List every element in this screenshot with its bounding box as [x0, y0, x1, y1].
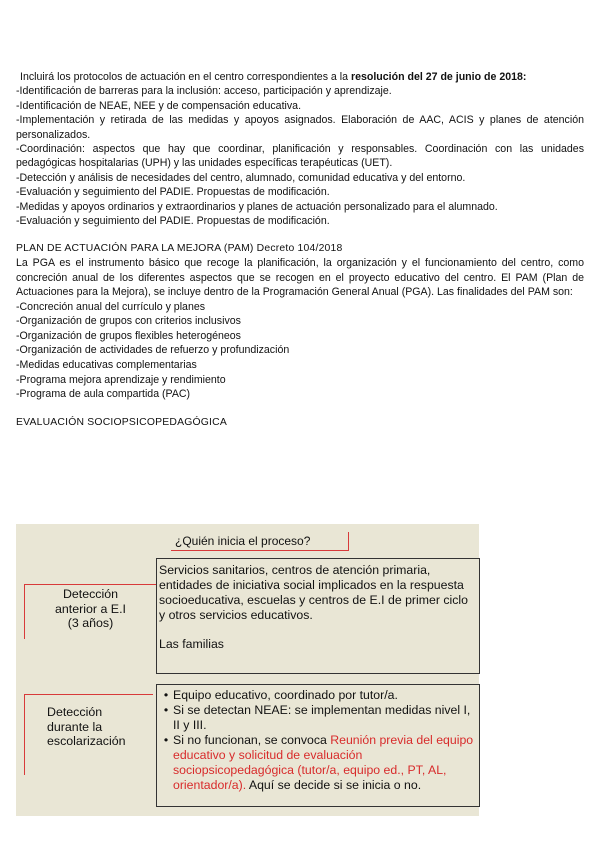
- label-during-school: [24, 694, 153, 775]
- pam-item-6: -Programa mejora aprendizaje y rendimiento: [16, 373, 226, 386]
- intro-item-6: -Evaluación y seguimiento del PADIE. Propuestas de modificación.: [16, 186, 330, 199]
- intro-item-1: -Identificación de barreras para la inclusión: acceso, participación y aprendizaje.: [16, 85, 392, 98]
- label-before-ei-line3: (3 años): [67, 616, 114, 630]
- bullet-3: [159, 733, 477, 793]
- bullet-dot-icon: •: [163, 703, 169, 717]
- bullet-dot-icon: •: [163, 733, 169, 747]
- content-families: Las familias: [159, 637, 224, 651]
- intro-paragraph: [16, 70, 584, 84]
- bullet-2-text: Si se detectan NEAE: se implementan medidas nivel I, II y III.: [173, 703, 471, 732]
- evaluacion-heading: EVALUACIÓN SOCIOPSICOPEDAGÓGICA: [16, 416, 227, 428]
- pam-heading: PLAN DE ACTUACIÓN PARA LA MEJORA (PAM) Decreto 104/2018: [16, 243, 343, 255]
- pam-item-2: -Organización de grupos con criterios inclusivos: [16, 315, 241, 328]
- bullet-dot-icon: •: [163, 688, 169, 702]
- intro-item-4: -Coordinación: aspectos que hay que coordinar, planificación y responsables. Coordinación con las unidades pedagógicas hospitalarias (UPH) y las unidades específicas terapéuticas (UET).: [16, 143, 584, 170]
- content-during-school: [156, 684, 480, 807]
- intro-item-5: -Detección y análisis de necesidades del centro, alumnado, comunidad educativa y del entorno.: [16, 171, 466, 184]
- pam-item-5: -Medidas educativas complementarias: [16, 359, 197, 372]
- pam-item-1: -Concreción anual del currículo y planes: [16, 300, 206, 313]
- intro-item-8: -Evaluación y seguimiento del PADIE. Propuestas de modificación.: [16, 215, 330, 228]
- question-text: ¿Quién inicia el proceso?: [175, 534, 311, 548]
- intro-bold-2: de 2018:: [484, 71, 527, 83]
- label-before-ei-line1: Detección: [62, 587, 119, 601]
- pam-item-7: -Programa de aula compartida (PAC): [16, 388, 191, 401]
- bullet-2: [159, 703, 477, 733]
- intro-prefix: Incluirá los protocolos de actuación en el centro correspondientes a la: [20, 71, 351, 83]
- bullet-3-start: Si no funcionan, se convoca: [173, 733, 331, 747]
- intro-bold-1: resolución del 27 de junio: [350, 71, 482, 83]
- pam-item-3: -Organización de grupos flexibles heterogéneos: [16, 329, 241, 342]
- content-before-ei: [156, 558, 480, 674]
- pam-item-4: -Organización de actividades de refuerzo y profundización: [16, 344, 290, 357]
- bullet-1-text: Equipo educativo, coordinado por tutor/a.: [173, 688, 398, 702]
- intro-item-2: -Identificación de NEAE, NEE y de compensación educativa.: [16, 99, 302, 112]
- label-during-line3: escolarización: [47, 734, 126, 748]
- process-figure: [16, 524, 479, 816]
- label-before-ei: [24, 584, 156, 639]
- bullet-1: [159, 688, 477, 703]
- bullet-3-end: Aquí se decide si se inicia o no.: [246, 778, 422, 792]
- bullet-3-red: Reunión previa del equipo educativo y solicitud de evaluación sociopsicopedagógica (tutor/a, equipo ed., PT, AL, orientador/a).: [173, 733, 474, 792]
- content-before-ei-text: Servicios sanitarios, centros de atención primaria, entidades de iniciativa social implicados en la respuesta socioeducativa, escuelas y centros de E.I de primer ciclo y otros servicios educativos.: [159, 563, 468, 622]
- question-box: [171, 532, 349, 551]
- label-before-ei-line2: anterior a E.I: [55, 601, 126, 616]
- intro-item-3: -Implementación y retirada de las medidas y apoyos asignados. Elaboración de AAC, ACIS y planes de atención personalizados.: [16, 114, 584, 141]
- pam-paragraph: La PGA es el instrumento básico que recoge la planificación, la organización y el funcionamiento del centro, como concreción anual de los diferentes aspectos que se recogen en el proyecto educativo del centro. El PAM (Plan de Actuaciones para la Mejora), se incluye dentro de la Programación General Anual (PGA). Las finalidades del PAM son:: [16, 257, 584, 299]
- label-during-line1: Detección: [47, 705, 103, 719]
- intro-item-7: -Medidas y apoyos ordinarios y extraordinarios y planes de actuación personalizado para el alumnado.: [16, 200, 498, 213]
- bullet-3-text: [173, 733, 477, 793]
- label-during-line2: durante la: [47, 719, 103, 734]
- document-body: [16, 70, 584, 430]
